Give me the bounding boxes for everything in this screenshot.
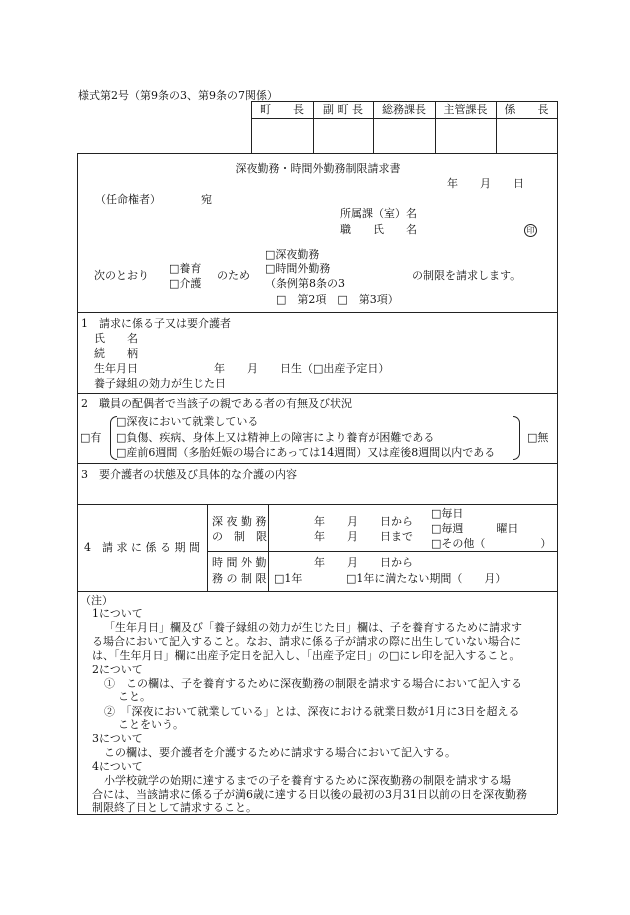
one-year-checkbox[interactable]: □1年 — [274, 572, 303, 585]
option-night-work[interactable]: □深夜勤務 — [265, 248, 320, 261]
approval-deputy-mayor: 副 町 長 — [323, 103, 363, 116]
request-for: のため — [217, 269, 250, 282]
note4-line2: 合には、当該請求に係る子が満6歳に達する日以後の最初の3月31日以前の日を深夜勤務 — [92, 788, 527, 801]
spouse-no-checkbox[interactable]: □無 — [527, 431, 549, 444]
form-title: 深夜勤務・時間外勤務制限請求書 — [235, 162, 401, 175]
spouse-yes-checkbox[interactable]: □有 — [80, 431, 102, 444]
every-day-checkbox[interactable]: □毎日 — [431, 507, 464, 520]
addressee-suffix: 宛 — [201, 193, 212, 206]
note1-line3: は、「生年月日」欄に出産予定日を記入し、「出産予定日」の□にレ印を記入すること。 — [92, 649, 521, 662]
request-suffix: の制限を請求します。 — [412, 269, 522, 282]
overtime-limit-label-2: 務 の 制 限 — [212, 572, 267, 585]
employee-name-label: 職 氏 名 — [340, 223, 417, 236]
appointer-label: （任命権者） — [95, 193, 161, 206]
option-childcare[interactable]: □養育 — [169, 262, 202, 275]
night-limit-label-2: の 制 限 — [212, 530, 267, 543]
spouse-option-maternity[interactable]: □産前6週間（多胎妊娠の場合にあっては14週間）又は産後8週間以内である — [116, 446, 496, 459]
request-date: 年 月 日 — [447, 177, 524, 190]
note2-title: 2について — [92, 663, 143, 676]
note4-title: 4について — [92, 760, 143, 773]
note4-line1: 小学校就学の始期に達するまでの子を養育するために深夜勤務の制限を請求する場 — [104, 774, 511, 787]
night-limit-from[interactable]: 年 月 日から — [314, 515, 413, 528]
ordinance-items[interactable]: □ 第2項 □ 第3項） — [276, 293, 399, 306]
night-limit-label-1: 深 夜 勤 務 — [212, 515, 267, 528]
adoption-date-label: 養子縁組の効力が生じた日 — [94, 377, 226, 390]
other-checkbox[interactable]: □その他（ ） — [431, 537, 552, 550]
ordinance-reference: （条例第8条の3 — [265, 277, 345, 290]
section2-heading: 2 職員の配偶者で当該子の親である者の有無及び状況 — [81, 397, 352, 410]
option-overtime-work[interactable]: □時間外勤務 — [265, 262, 331, 275]
relationship-label: 続 柄 — [94, 347, 138, 360]
section4-heading: 4 請 求 に 係 る 期 間 — [84, 541, 200, 554]
spouse-option-disability[interactable]: □負傷、疾病、身体上又は精神上の障害により養育が困難である — [116, 431, 435, 444]
note2-item1-line1: ① この欄は、子を養育するために深夜勤務の制限を請求する場合において記入する — [104, 677, 522, 690]
note1-line2: る場合において記入すること。なお、請求に係る子が請求の際に出生していない場合に — [92, 635, 521, 648]
form-number: 様式第2号（第9条の3、第9条の7関係） — [78, 89, 278, 102]
approval-mayor: 町 長 — [260, 103, 304, 116]
section3-heading: 3 要介護者の状態及び具体的な介護の内容 — [81, 468, 297, 481]
approval-general-affairs-chief: 総務課長 — [382, 103, 426, 116]
note2-item2-line1: ② 「深夜において就業している」とは、深夜における就業日数が1月に3日を超える — [104, 705, 520, 718]
note3-line1: この欄は、要介護者を介護するために請求する場合において記入する。 — [104, 746, 456, 759]
note4-line3: 制限終了日として請求すること。 — [92, 801, 257, 814]
subject-name-label: 氏 名 — [94, 332, 138, 345]
every-week-checkbox[interactable]: □毎週 曜日 — [431, 522, 519, 535]
notes-heading: （注） — [80, 594, 113, 607]
overtime-limit-from[interactable]: 年 月 日から — [314, 556, 413, 569]
night-limit-to[interactable]: 年 月 日まで — [314, 530, 413, 543]
note3-title: 3について — [92, 732, 143, 745]
less-than-one-year-checkbox[interactable]: □1年に満たない期間（ 月） — [346, 572, 507, 585]
birth-date-label: 生年月日 — [94, 362, 138, 375]
birth-date-field[interactable]: 年 月 日生（□出産予定日） — [214, 362, 390, 375]
note2-item1-line2: こと。 — [118, 690, 151, 703]
right-brace — [513, 416, 520, 460]
option-nursing-care[interactable]: □介護 — [169, 277, 202, 290]
note1-line1: 「生年月日」欄及び「養子縁組の効力が生じた日」欄は、子を養育するために請求す — [104, 621, 522, 634]
overtime-limit-label-1: 時 間 外 勤 — [212, 556, 267, 569]
section1-heading: 1 請求に係る子又は要介護者 — [81, 317, 231, 330]
note2-item2-line2: ことをいう。 — [118, 718, 184, 731]
department-label: 所属課（室）名 — [340, 207, 417, 220]
request-prefix: 次のとおり — [94, 269, 149, 282]
note1-title: 1について — [92, 607, 143, 620]
spouse-option-night-work[interactable]: □深夜において就業している — [116, 415, 259, 428]
seal-icon: 印 — [524, 224, 537, 237]
approval-section-chief: 主管課長 — [443, 103, 488, 116]
approval-unit-chief: 係 長 — [504, 103, 549, 116]
